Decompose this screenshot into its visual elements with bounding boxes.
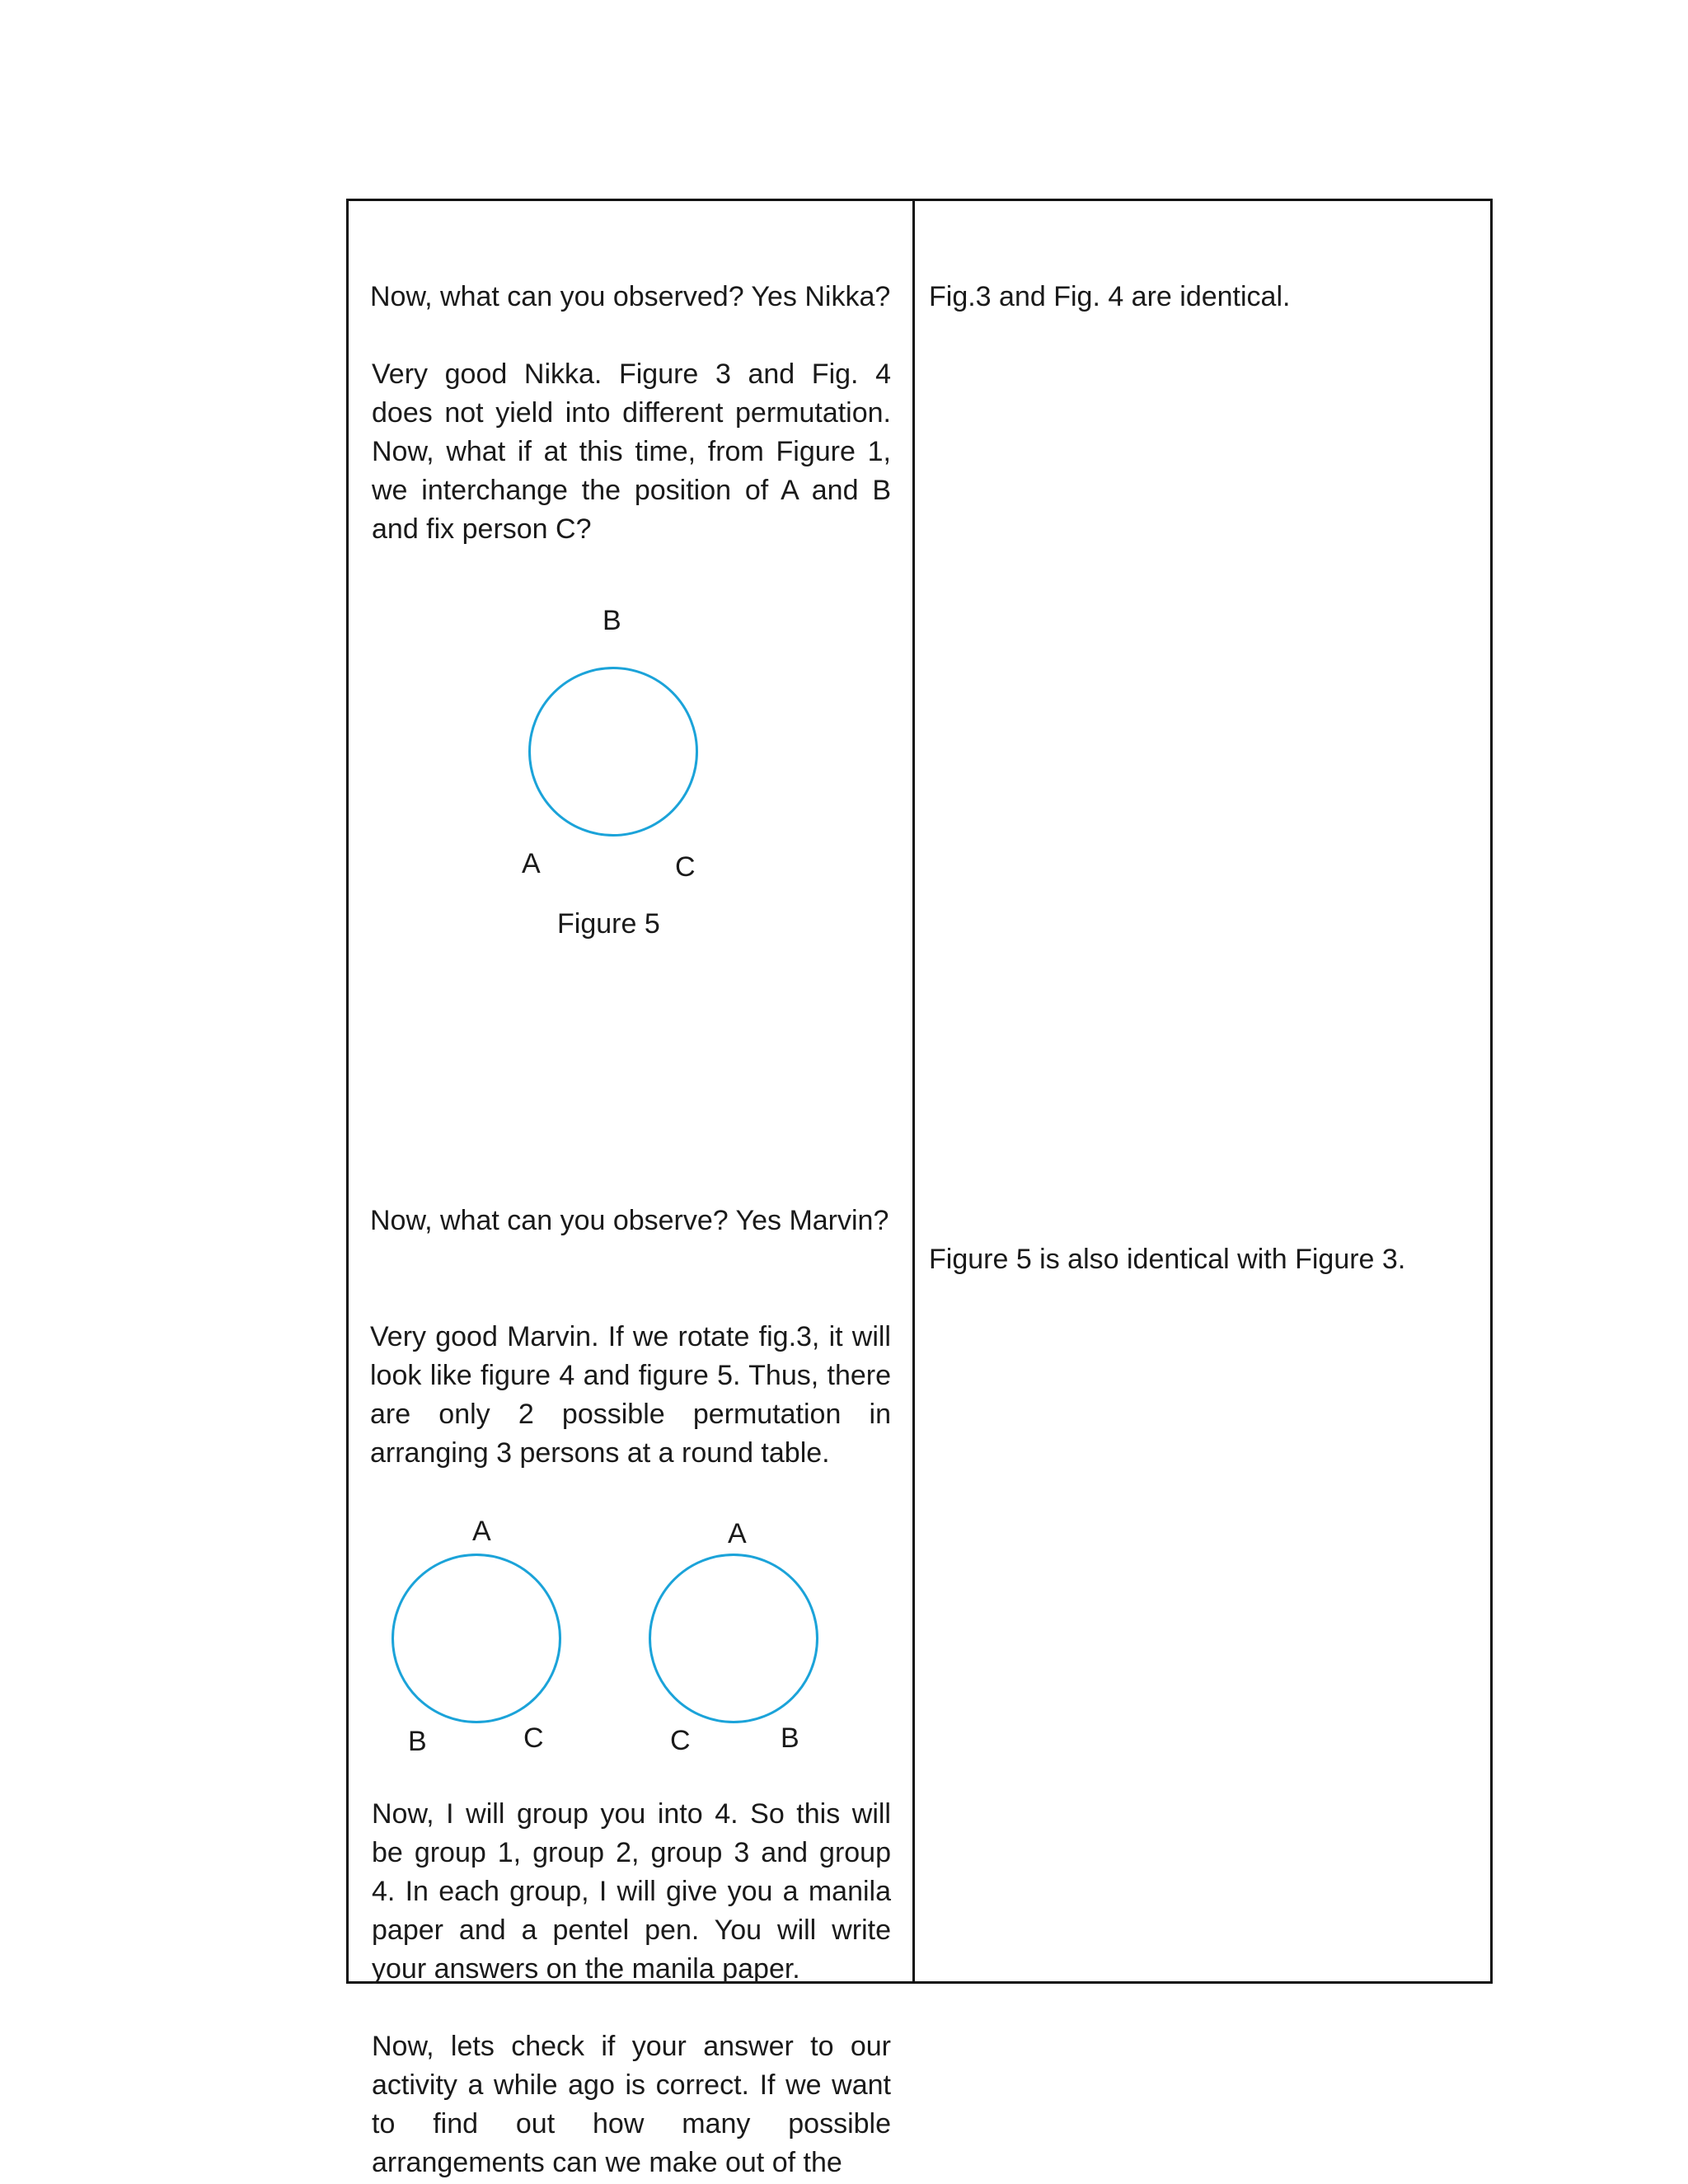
- teacher-question-2: Now, what can you observe? Yes Marvin?: [370, 1205, 889, 1236]
- figure-pair-right-label-top: A: [728, 1518, 747, 1549]
- teacher-paragraph-4: Now, lets check if your answer to our activity a while ago is correct. If we want to find out how many possible arrangements can we make out of the: [372, 2031, 891, 2178]
- student-answer-2: Figure 5 is also identical with Figure 3.: [929, 1244, 1406, 1275]
- figure-5-circle: [528, 667, 698, 837]
- figure-5-caption: Figure 5: [557, 908, 660, 940]
- teacher-paragraph-1: Very good Nikka. Figure 3 and Fig. 4 does not yield into different permutation. Now, what if at this time, from Figure 1, we interchange the position of A and B and fix person C?: [372, 359, 891, 545]
- figure-pair-left-label-top: A: [472, 1516, 491, 1547]
- teacher-question-1: Now, what can you observed? Yes Nikka?: [370, 281, 891, 312]
- column-divider: [912, 201, 915, 1981]
- student-answer-1: Fig.3 and Fig. 4 are identical.: [929, 281, 1291, 312]
- figure-pair-left-label-left: B: [408, 1726, 427, 1757]
- figure-pair-right-circle: [649, 1554, 818, 1723]
- figure-pair-right-label-left: C: [670, 1725, 691, 1756]
- teacher-paragraph-3: Now, I will group you into 4. So this will be group 1, group 2, group 3 and group 4. In each group, I will give you a manila paper and a pentel pen. You will write your answers on the manila paper.: [372, 1798, 891, 1985]
- teacher-paragraph-2: Very good Marvin. If we rotate fig.3, it will look like figure 4 and figure 5. Thus, there are only 2 possible permutation in arranging 3 persons at a round table.: [370, 1321, 891, 1469]
- figure-pair-right-label-right: B: [781, 1722, 799, 1754]
- figure-pair-left-label-right: C: [523, 1722, 544, 1754]
- teacher-column: [349, 201, 912, 2178]
- figure-5-label-right: C: [675, 851, 696, 883]
- lesson-table: [346, 199, 1493, 2178]
- figure-5-label-left: A: [522, 848, 541, 879]
- figure-5-label-top: B: [603, 605, 621, 636]
- figure-pair-left-circle: [392, 1554, 561, 1723]
